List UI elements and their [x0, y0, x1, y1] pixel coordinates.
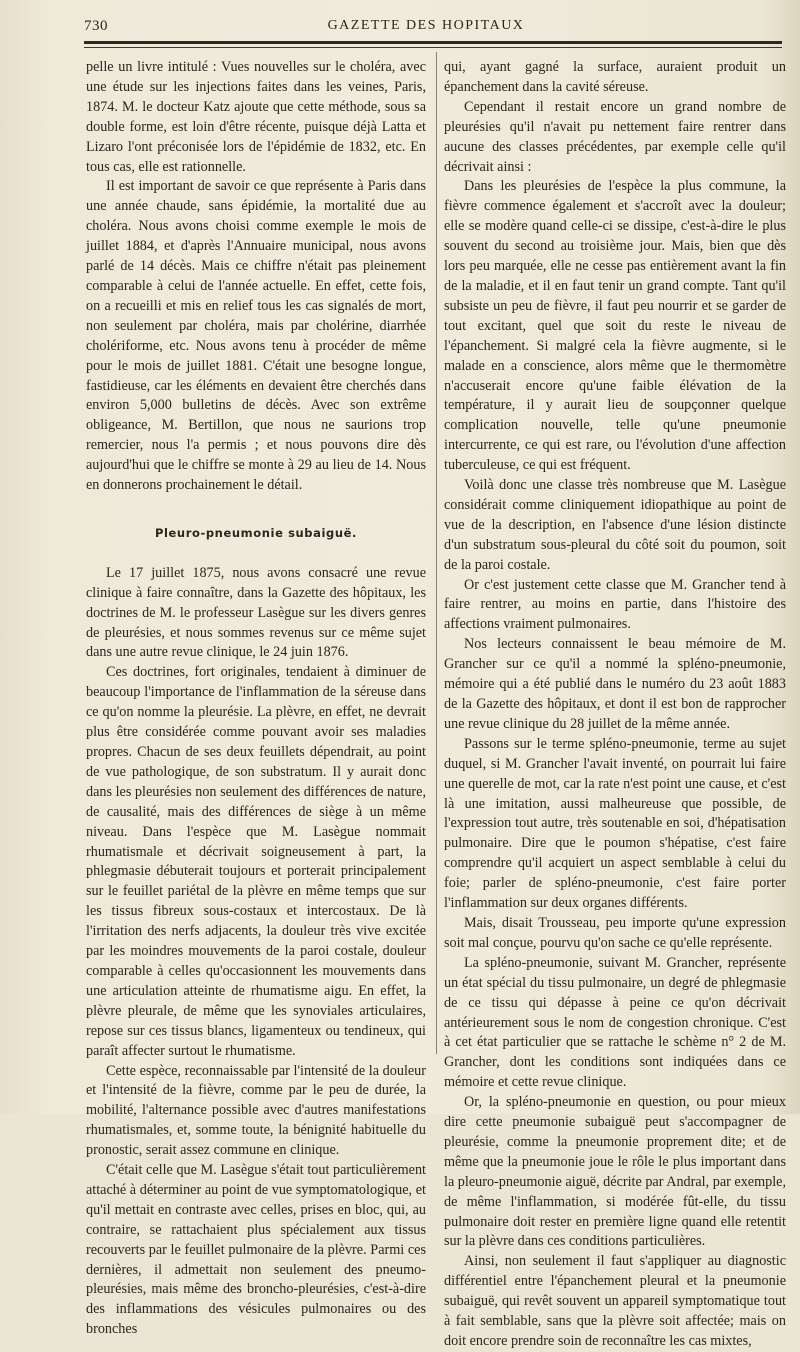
left-column: [86, 58, 426, 1340]
paragraph: C'était celle que M. Lasègue s'était tout particulièrement attaché à déterminer au point de vue symptomatologique, et qu'il mettait en contraste avec celles, prises en bloc, qui, au contraire, se rattachaient plus spécialement aux tissus recouverts par le feuillet pulmonaire de la plèvre. Parmi ces dernières, il admettait non seulement des pneumo-pleurésies, mais même des broncho-pleurésies, c'est-à-dire des inflammations des vésicules pulmonaires ou des bronches: [86, 1162, 426, 1338]
page-header: [72, 12, 780, 38]
paragraph: Voilà donc une classe très nombreuse que M. Lasègue considérait comme cliniquement idiopathique au point de vue de la description, en l'absence d'une lésion distincte d'un substratum sous-pleural du côté soit du poumon, soit de la paroi costale.: [444, 477, 786, 573]
paragraph: pelle un livre intitulé : Vues nouvelles sur le choléra, avec une étude sur les injections faites dans les veines, Paris, 1874. M. le docteur Katz ajoute que cette méthode, sous sa double forme, est loin d'être récente, puisque déjà Latta et Lizaro l'ont préconisée lors de l'épidémie de 1832, etc. En tous cas, elle est rationnelle.: [86, 59, 426, 175]
section-heading: Pleuro-pneumonie subaiguë.: [154, 525, 358, 540]
paragraph: Passons sur le terme spléno-pneumonie, terme au sujet duquel, si M. Grancher l'avait inventé, on pourrait lui faire une querelle de mot, car la rate n'est point une cause, et c'est là une imitation, aussi malheureuse que possible, de l'expression tout autre, très soutenable en soi, d'hépatisation pulmonaire. Dire que le poumon s'hépatise, c'est faire comprendre qu'il acquiert un aspect semblable à celui du foie; parler de spléno-pneumonie, c'est faire porter l'inflammation sur deux organes différents.: [444, 735, 786, 912]
paragraph: Le 17 juillet 1875, nous avons consacré une revue clinique à faire connaître, dans la Gazette des hôpitaux, les doctrines de M. le professeur Lasègue sur les divers genres de pleurésies, et nous sommes revenus sur ce même sujet dans une autre revue clinique, le 24 juin 1876.: [86, 564, 426, 661]
running-title: GAZETTE DES HOPITAUX: [327, 18, 525, 33]
paragraph: Or c'est justement cette classe que M. Grancher tend à faire rentrer, au moins en partie, dans l'histoire des affections vraiment pulmonaires.: [444, 576, 786, 633]
page-number: 730: [84, 18, 108, 34]
paragraph: Mais, disait Trousseau, peu importe qu'une expression soit mal conçue, pourvu qu'on sache ce qu'elle représente.: [444, 914, 786, 951]
paragraph: qui, ayant gagné la surface, auraient produit un épanchement dans la cavité séreuse.: [444, 59, 786, 95]
right-column: [444, 58, 786, 1352]
paragraph: Dans les pleurésies de l'espèce la plus commune, la fièvre commence également et s'accroît avec la douleur; elle se modère quand celle-ci se dissipe, c'est-à-dire le plus souvent du second au troisième jour. Mais, bien que dès lors peu marquée, elle ne cesse pas entièrement avant la fin de la maladie, et il en faut tenir un grand compte. Tant qu'il subsiste un peu de fièvre, il faut peu nourrir et se garder de tout excitant, quel que soit du reste le niveau de l'épanchement. Si malgré cela la fièvre augmente, si le malade en a conscience, alors même que le thermomètre n'accuserait encore qu'une faible élévation de la température, il y aurait lieu de soupçonner quelque complication nouvelle, telle qu'une pneumonie intercurrente, ce qui est rare, ou l'évolution d'une affection tuberculeuse, ce qui est fréquent.: [444, 178, 786, 474]
paragraph: Cette espèce, reconnaissable par l'intensité de la douleur et l'intensité de la fièvre, comme par le peu de durée, la mobilité, l'alternance possible avec d'autres manifestations rhumatismales, et, somme toute, la bénignité habituelle du pronostic, serait assez commune en clinique.: [86, 1062, 426, 1159]
paragraph: Il est important de savoir ce que représente à Paris dans une année chaude, sans épidémie, la mortalité due au choléra. Nous avons choisi comme exemple le mois de juillet 1884, et d'après l'Annuaire municipal, nous avons parlé de 14 décès. Mais ce chiffre n'était pas pleinement comparable à celui de l'année actuelle. En effet, cette fois, on a recueilli et mis en relief tous les cas signalés de mort, non seulement par choléra, mais par cholérine, diarrhée cholériforme, etc. Nous avons tenu à procéder de même pour le mois de juillet 1881. C'était une besogne longue, fastidieuse, car les éléments en devaient être cherchés dans environ 5,000 bulletins de décès. Avec son extrême obligeance, M. Bertillon, que nous ne saurions trop remercier, nous l'a permis ; et nous pouvons dire dès aujourd'hui que le chiffre se monte à 29 au lieu de 14. Nous en donnerons prochainement le détail.: [86, 178, 426, 494]
paragraph: La spléno-pneumonie, suivant M. Grancher, représente un état spécial du tissu pulmonaire, un degré de phlegmasie de ce tissu qui dépasse à peine ce qu'on décrivait antérieurement sous le nom de congestion chronique. C'est à cet état particulier que se rattache le schème n° 2 de M. Grancher, dont les conditions sont indiquées dans ce mémoire et cette revue clinique.: [444, 954, 786, 1091]
paragraph: Ces doctrines, fort originales, tendaient à diminuer de beaucoup l'importance de l'inflammation de la séreuse dans ce qu'on nomme la pleurésie. La plèvre, en effet, ne devrait plus être considérée comme pouvant avoir ses maladies propres. Chacun de ses deux feuillets dépendrait, au point de vue pathologique, de son substratum. Il y aurait donc dans les pleurésies non seulement des différences de nature, de causalité, mais des différences de siège à un même niveau. Dans l'espèce que M. Lasègue nommait rhumatismale et décrivait soigneusement à part, la phlegmasie débuterait toujours et porterait principalement sur le feuillet pariétal de la plèvre en même temps que sur les tissus fibreux sous-costaux et intercostaux. De là l'irritation des nerfs adjacents, la douleur très vive excitée par les moindres mouvements de la paroi costale, douleur comparable à celles qu'occasionnent les mouvements dans une articulation atteinte de rhumatisme aigu. En effet, la plèvre pleurale, de même que les synoviales articulaires, repose sur ces tissus blancs, ligamenteux ou tendineux, qui paraît affecter surtout le rhumatisme.: [86, 664, 426, 1059]
paragraph: Nos lecteurs connaissent le beau mémoire de M. Grancher sur ce qu'il a nommé la spléno-pneumonie, mémoire qui a été publié dans le numéro du 23 août 1883 de la Gazette des hôpitaux, et dont il est bon de rapprocher une revue clinique du 28 juillet de la même année.: [444, 636, 786, 732]
paragraph: Ainsi, non seulement il faut s'appliquer au diagnostic différentiel entre l'épanchement pleural et la pneumonie subaiguë, qui revêt souvent un appareil symptomatique tout à fait semblable, sans que la plèvre soit affectée; mais on doit encore prendre soin de reconnaître les cas mixtes,: [444, 1253, 786, 1349]
paragraph: Cependant il restait encore un grand nombre de pleurésies qu'il n'avait pu nettement faire rentrer dans aucune des classes précédentes, par exemple celle qu'il décrivait ainsi :: [444, 98, 786, 175]
header-rule-thick: [84, 41, 782, 44]
header-rule-thin: [84, 47, 782, 48]
paragraph: Or, la spléno-pneumonie en question, ou pour mieux dire cette pneumonie subaiguë peut s'accompagner de pleurésie, comme la pneumonie proprement dite; et de même que la pneumonie joue le rôle le plus important dans la pleuro-pneumonie aiguë, décrite par Andral, par exemple, de même l'inflammation, si modérée fût-elle, du tissu pulmonaire doit rester en première ligne quand elle retentit sur la plèvre dans ces conditions particulières.: [444, 1094, 786, 1250]
column-divider: [436, 52, 437, 1054]
